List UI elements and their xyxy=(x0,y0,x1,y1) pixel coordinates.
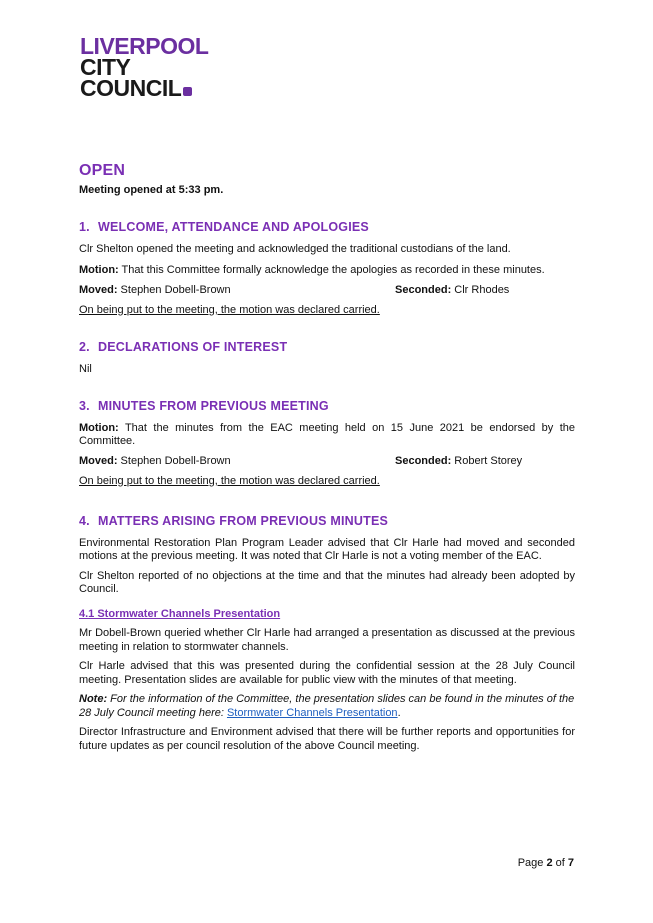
open-heading: OPEN xyxy=(79,162,126,179)
motion-label: Motion: xyxy=(79,421,119,434)
section-4-paragraph-1: Environmental Restoration Plan Program Leader advised that Clr Harle had moved and seconded motions at the previous meeting. It was noted that Clr Harle is not a voting member of the EAC. xyxy=(79,536,575,562)
page-current: 2 xyxy=(546,857,553,869)
logo-dot-icon xyxy=(183,87,192,96)
subsection-4-1-heading: 4.1 Stormwater Channels Presentation xyxy=(79,607,281,620)
page-total: 7 xyxy=(567,857,574,869)
seconded-value: Clr Rhodes xyxy=(451,283,510,296)
section-1-number: 1. xyxy=(79,220,90,234)
minutes-content xyxy=(79,164,575,759)
section-4-heading xyxy=(79,515,575,529)
section-4-paragraph-2: Clr Shelton reported of no objections at the time and that the minutes had already been adopted by Council. xyxy=(79,569,575,595)
logo-line-2: CITY xyxy=(80,54,131,80)
note-text: For the information of the Committee, the presentation slides can be found in the minutes of the 28 July Council meeting here: xyxy=(79,693,575,719)
section-1-heading xyxy=(79,221,575,235)
moved xyxy=(79,284,231,298)
section-2-heading xyxy=(79,341,575,355)
section-3-motion xyxy=(79,422,575,449)
motion-text: That the minutes from the EAC meeting held on 15 June 2021 be endorsed by the Committee. xyxy=(79,421,575,447)
council-logo xyxy=(80,33,209,101)
seconded-label: Seconded: xyxy=(395,283,452,296)
page-prefix: Page xyxy=(517,857,547,869)
page-number xyxy=(518,857,574,869)
moved-label: Moved: xyxy=(79,454,118,467)
section-2-number: 2. xyxy=(79,340,90,354)
page-of: of xyxy=(552,857,568,869)
motion-text: That this Committee formally acknowledge the apologies as recorded in these minutes. xyxy=(118,264,545,276)
section-4-paragraph-3: Mr Dobell-Brown queried whether Clr Harle had arranged a presentation as discussed at the previous meeting in relation to stormwater channels. xyxy=(79,627,575,653)
moved xyxy=(79,455,231,469)
logo-line-1: LIVERPOOL xyxy=(80,33,209,59)
seconded xyxy=(395,455,522,469)
section-2-paragraph: Nil xyxy=(79,362,92,375)
section-4-paragraph-4: Clr Harle advised that this was presented during the confidential session at the 28 July Council meeting. Presentation slides are available for public view with the minutes of that meeting. xyxy=(79,660,575,686)
section-1-moved-row xyxy=(79,284,575,298)
section-4-paragraph-5: Director Infrastructure and Environment advised that there will be further reports and opportunities for future updates as per council resolution of the above Council meeting. xyxy=(79,726,575,752)
section-3-moved-row xyxy=(79,455,575,469)
note-end: . xyxy=(397,706,401,719)
section-1-title: WELCOME, ATTENDANCE AND APOLOGIES xyxy=(98,220,369,234)
moved-label: Moved: xyxy=(79,283,118,296)
section-1-paragraph: Clr Shelton opened the meeting and acknowledged the traditional custodians of the land. xyxy=(79,242,511,255)
section-3-result: On being put to the meeting, the motion was declared carried. xyxy=(79,474,380,487)
section-4-number: 4. xyxy=(79,514,90,528)
logo-line-3-text: COUNCIL xyxy=(80,75,182,101)
meeting-opened-text: Meeting opened at 5:33 pm. xyxy=(79,183,224,196)
section-3-number: 3. xyxy=(79,399,90,413)
section-4-title: MATTERS ARISING FROM PREVIOUS MINUTES xyxy=(98,514,389,528)
section-1-result: On being put to the meeting, the motion was declared carried. xyxy=(79,303,380,316)
seconded-label: Seconded: xyxy=(395,454,452,467)
moved-value: Stephen Dobell-Brown xyxy=(117,283,231,296)
logo-line-3 xyxy=(80,75,208,101)
note-label: Note: xyxy=(79,693,108,705)
section-1-motion xyxy=(79,264,575,278)
section-3-title: MINUTES FROM PREVIOUS MEETING xyxy=(98,399,329,413)
seconded xyxy=(395,284,509,298)
moved-value: Stephen Dobell-Brown xyxy=(117,454,231,467)
section-4-note xyxy=(79,693,575,720)
stormwater-presentation-link[interactable]: Stormwater Channels Presentation xyxy=(226,706,398,719)
motion-label: Motion: xyxy=(79,264,119,276)
seconded-value: Robert Storey xyxy=(451,454,523,467)
section-3-heading xyxy=(79,400,575,414)
section-2-title: DECLARATIONS OF INTEREST xyxy=(98,340,288,354)
